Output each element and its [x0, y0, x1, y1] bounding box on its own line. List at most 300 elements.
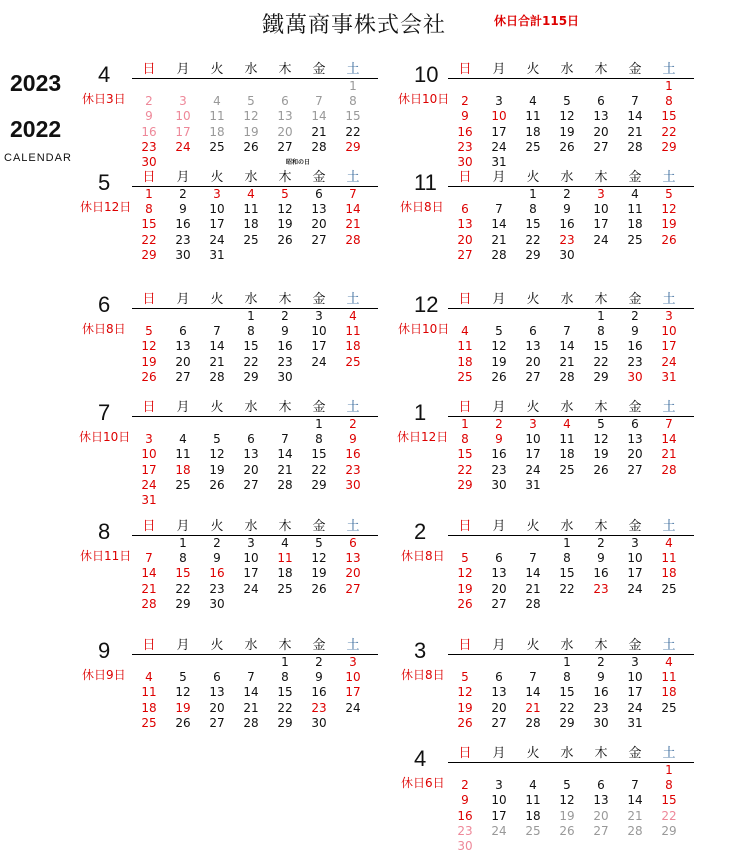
day-cell: 3	[213, 187, 221, 201]
holiday-note: 昭和の日	[286, 159, 311, 166]
day-cell: 4	[563, 417, 571, 431]
day-cell: 27	[345, 581, 361, 596]
day-cell: 26	[593, 462, 609, 477]
day-cell: 20	[175, 354, 191, 369]
weekday-header: 土	[662, 638, 676, 653]
day-cell: 26	[559, 823, 575, 838]
day-cell: 11	[277, 551, 293, 566]
day-cell: 30	[593, 715, 609, 730]
day-cell: 14	[627, 793, 643, 808]
day-cell: 2	[281, 309, 289, 323]
day-cell: 8	[247, 324, 255, 339]
day-cell: 12	[661, 202, 677, 217]
day-cell: 31	[491, 154, 507, 169]
day-cell: 20	[345, 566, 361, 581]
day-cell: 22	[559, 581, 575, 596]
day-cell: 23	[345, 462, 361, 477]
day-cell: 4	[529, 778, 537, 793]
day-cell: 25	[243, 232, 259, 247]
weekday-header: 月	[176, 400, 190, 415]
day-cell: 9	[461, 793, 469, 808]
day-cell: 14	[311, 109, 327, 124]
month-number: 11	[414, 170, 437, 195]
day-cell: 15	[559, 566, 575, 581]
day-cell: 29	[661, 139, 677, 154]
day-cell: 5	[145, 324, 153, 339]
weekday-header: 木	[278, 519, 292, 534]
month-holidays: 休日9日	[82, 668, 126, 682]
day-cell: 28	[311, 139, 327, 154]
day-cell: 6	[213, 670, 221, 685]
day-cell: 27	[209, 715, 225, 730]
day-cell: 19	[141, 354, 157, 369]
day-cell: 3	[349, 655, 357, 669]
weekday-header: 水	[560, 638, 574, 653]
company-title: 鐵萬商事株式会社	[262, 13, 447, 38]
day-cell: 18	[525, 808, 541, 823]
day-cell: 25	[661, 581, 677, 596]
day-cell: 27	[593, 823, 609, 838]
month-block	[398, 519, 728, 639]
day-cell: 16	[627, 339, 643, 354]
day-cell: 21	[311, 124, 327, 139]
day-cell: 5	[597, 417, 605, 431]
day-cell: 25	[175, 477, 191, 492]
day-cell: 7	[281, 432, 289, 447]
day-cell: 28	[141, 596, 157, 611]
day-cell: 26	[661, 232, 677, 247]
day-cell: 13	[593, 793, 609, 808]
day-cell: 15	[141, 217, 157, 232]
weekday-header: 火	[526, 400, 540, 415]
day-cell: 29	[345, 139, 361, 154]
weekday-header: 火	[526, 519, 540, 534]
day-cell: 9	[349, 432, 357, 447]
day-cell: 26	[559, 139, 575, 154]
day-cell: 20	[311, 217, 327, 232]
day-cell: 4	[247, 187, 255, 201]
day-cell: 20	[525, 354, 541, 369]
day-cell: 17	[311, 339, 327, 354]
weekday-header: 日	[458, 746, 472, 761]
day-cell: 14	[627, 109, 643, 124]
day-cell: 28	[627, 823, 643, 838]
day-cell: 13	[243, 447, 259, 462]
weekday-header: 水	[560, 400, 574, 415]
calendar-label: CALENDAR	[4, 152, 72, 164]
weekday-header: 土	[346, 400, 360, 415]
day-cell: 23	[311, 700, 327, 715]
day-cell: 30	[627, 369, 643, 384]
day-cell: 14	[525, 566, 541, 581]
day-cell: 12	[491, 339, 507, 354]
weekday-header: 日	[458, 62, 472, 77]
day-cell: 11	[175, 447, 191, 462]
day-cell: 11	[525, 793, 541, 808]
day-cell: 24	[141, 477, 157, 492]
day-cell: 11	[661, 670, 677, 685]
day-cell: 31	[209, 247, 225, 262]
day-cell: 14	[559, 339, 575, 354]
weekday-header: 土	[662, 170, 676, 185]
day-cell: 23	[175, 232, 191, 247]
day-cell: 23	[627, 354, 643, 369]
day-cell: 16	[593, 566, 609, 581]
day-cell: 29	[559, 715, 575, 730]
day-cell: 13	[277, 109, 293, 124]
month-number: 6	[98, 292, 111, 317]
day-cell: 28	[277, 477, 293, 492]
day-cell: 6	[247, 432, 255, 447]
day-cell: 29	[141, 247, 157, 262]
day-cell: 17	[345, 685, 361, 700]
day-cell: 13	[525, 339, 541, 354]
day-cell: 17	[175, 124, 191, 139]
day-cell: 22	[345, 124, 361, 139]
day-cell: 30	[175, 247, 191, 262]
day-cell: 13	[457, 217, 473, 232]
day-cell: 25	[345, 354, 361, 369]
day-cell: 6	[349, 536, 357, 550]
weekday-header: 水	[244, 62, 258, 77]
day-cell: 13	[627, 432, 643, 447]
day-cell: 8	[529, 202, 537, 217]
day-cell: 17	[627, 566, 643, 581]
day-cell: 10	[243, 551, 259, 566]
day-cell: 26	[491, 369, 507, 384]
day-cell: 3	[495, 778, 503, 793]
weekday-header: 水	[560, 746, 574, 761]
day-cell: 29	[175, 596, 191, 611]
day-cell: 19	[559, 808, 575, 823]
day-cell: 26	[141, 369, 157, 384]
day-cell: 19	[175, 700, 191, 715]
day-cell: 18	[661, 566, 677, 581]
day-cell: 13	[175, 339, 191, 354]
weekday-header: 日	[142, 638, 156, 653]
day-cell: 6	[179, 324, 187, 339]
day-cell: 24	[175, 139, 191, 154]
day-cell: 29	[243, 369, 259, 384]
day-cell: 28	[243, 715, 259, 730]
day-cell: 25	[525, 823, 541, 838]
day-cell: 7	[631, 94, 639, 109]
day-cell: 24	[525, 462, 541, 477]
day-cell: 25	[457, 369, 473, 384]
month-block	[398, 400, 728, 520]
day-cell: 3	[631, 655, 639, 669]
day-cell: 22	[593, 354, 609, 369]
weekday-header: 土	[662, 746, 676, 761]
day-cell: 8	[349, 94, 357, 109]
day-cell: 15	[661, 793, 677, 808]
month-block	[398, 746, 728, 866]
day-cell: 22	[525, 232, 541, 247]
weekday-header: 木	[594, 400, 608, 415]
day-cell: 8	[563, 551, 571, 566]
day-cell: 10	[627, 670, 643, 685]
day-cell: 3	[665, 309, 673, 323]
weekday-header: 土	[662, 519, 676, 534]
day-cell: 13	[311, 202, 327, 217]
day-cell: 2	[563, 187, 571, 201]
weekday-header: 木	[278, 170, 292, 185]
day-cell: 2	[213, 536, 221, 550]
day-cell: 2	[179, 187, 187, 201]
month-block	[82, 292, 412, 412]
weekday-header: 月	[492, 292, 506, 307]
day-cell: 26	[311, 581, 327, 596]
day-cell: 9	[145, 109, 153, 124]
day-cell: 5	[665, 187, 673, 201]
day-cell: 7	[213, 324, 221, 339]
day-cell: 15	[525, 217, 541, 232]
day-cell: 8	[315, 432, 323, 447]
day-cell: 15	[345, 109, 361, 124]
weekday-header: 金	[628, 170, 642, 185]
day-cell: 12	[277, 202, 293, 217]
day-cell: 12	[559, 793, 575, 808]
month-number: 12	[414, 292, 439, 317]
weekday-header: 火	[210, 292, 224, 307]
day-cell: 29	[593, 369, 609, 384]
day-cell: 16	[457, 124, 473, 139]
day-cell: 10	[491, 793, 507, 808]
day-cell: 7	[315, 94, 323, 109]
weekday-header: 日	[142, 519, 156, 534]
year-2022: 2022	[10, 116, 62, 142]
day-cell: 5	[461, 670, 469, 685]
day-cell: 24	[491, 139, 507, 154]
day-cell: 4	[665, 655, 673, 669]
day-cell: 12	[457, 566, 473, 581]
day-cell: 22	[559, 700, 575, 715]
weekday-header: 月	[492, 400, 506, 415]
day-cell: 8	[281, 670, 289, 685]
weekday-header: 木	[594, 638, 608, 653]
day-cell: 7	[495, 202, 503, 217]
day-cell: 27	[491, 715, 507, 730]
day-cell: 27	[243, 477, 259, 492]
day-cell: 6	[281, 94, 289, 109]
day-cell: 5	[247, 94, 255, 109]
day-cell: 27	[175, 369, 191, 384]
day-cell: 23	[593, 700, 609, 715]
day-cell: 2	[631, 309, 639, 323]
day-cell: 10	[141, 447, 157, 462]
day-cell: 7	[247, 670, 255, 685]
day-cell: 23	[277, 354, 293, 369]
day-cell: 9	[597, 670, 605, 685]
day-cell: 6	[495, 670, 503, 685]
day-cell: 24	[243, 581, 259, 596]
weekday-header: 日	[458, 170, 472, 185]
weekday-header: 水	[244, 170, 258, 185]
day-cell: 13	[491, 566, 507, 581]
day-cell: 1	[563, 655, 571, 669]
weekday-header: 火	[526, 746, 540, 761]
day-cell: 12	[243, 109, 259, 124]
day-cell: 16	[311, 685, 327, 700]
weekday-header: 火	[526, 170, 540, 185]
day-cell: 17	[525, 447, 541, 462]
day-cell: 21	[491, 232, 507, 247]
month-number: 4	[98, 62, 111, 87]
day-cell: 16	[457, 808, 473, 823]
day-cell: 22	[277, 700, 293, 715]
day-cell: 18	[559, 447, 575, 462]
day-cell: 21	[345, 217, 361, 232]
month-block	[82, 170, 412, 290]
day-cell: 18	[525, 124, 541, 139]
day-cell: 19	[559, 124, 575, 139]
month-block	[398, 170, 728, 290]
day-cell: 28	[661, 462, 677, 477]
month-block	[398, 62, 728, 182]
weekday-header: 水	[244, 400, 258, 415]
day-cell: 23	[491, 462, 507, 477]
day-cell: 17	[141, 462, 157, 477]
day-cell: 22	[457, 462, 473, 477]
day-cell: 12	[311, 551, 327, 566]
day-cell: 28	[627, 139, 643, 154]
weekday-header: 月	[176, 62, 190, 77]
day-cell: 10	[661, 324, 677, 339]
day-cell: 20	[209, 700, 225, 715]
day-cell: 1	[665, 763, 673, 777]
weekday-header: 月	[176, 638, 190, 653]
weekday-header: 月	[492, 170, 506, 185]
day-cell: 17	[491, 124, 507, 139]
day-cell: 27	[627, 462, 643, 477]
day-cell: 17	[491, 808, 507, 823]
day-cell: 5	[495, 324, 503, 339]
day-cell: 8	[597, 324, 605, 339]
weekday-header: 日	[458, 638, 472, 653]
day-cell: 5	[281, 187, 289, 201]
day-cell: 12	[457, 685, 473, 700]
weekday-header: 木	[594, 62, 608, 77]
day-cell: 21	[277, 462, 293, 477]
day-cell: 14	[491, 217, 507, 232]
day-cell: 20	[243, 462, 259, 477]
day-cell: 2	[145, 94, 153, 109]
day-cell: 12	[559, 109, 575, 124]
weekday-header: 月	[492, 746, 506, 761]
weekday-header: 水	[244, 638, 258, 653]
day-cell: 20	[593, 808, 609, 823]
day-cell: 30	[457, 838, 473, 853]
day-cell: 6	[597, 778, 605, 793]
day-cell: 27	[311, 232, 327, 247]
weekday-header: 木	[278, 292, 292, 307]
day-cell: 14	[661, 432, 677, 447]
day-cell: 3	[247, 536, 255, 550]
weekday-header: 日	[142, 400, 156, 415]
day-cell: 22	[311, 462, 327, 477]
weekday-header: 金	[312, 170, 326, 185]
day-cell: 18	[277, 566, 293, 581]
day-cell: 11	[345, 324, 361, 339]
day-cell: 16	[559, 217, 575, 232]
day-cell: 3	[631, 536, 639, 550]
month-number: 8	[98, 519, 111, 544]
weekday-header: 土	[346, 519, 360, 534]
day-cell: 20	[457, 232, 473, 247]
day-cell: 13	[209, 685, 225, 700]
day-cell: 7	[529, 551, 537, 566]
day-cell: 12	[593, 432, 609, 447]
day-cell: 1	[597, 309, 605, 323]
day-cell: 17	[593, 217, 609, 232]
day-cell: 15	[243, 339, 259, 354]
day-cell: 11	[457, 339, 473, 354]
day-cell: 1	[665, 79, 673, 93]
day-cell: 14	[209, 339, 225, 354]
weekday-header: 火	[210, 400, 224, 415]
weekday-header: 水	[560, 62, 574, 77]
day-cell: 25	[525, 139, 541, 154]
weekday-header: 火	[210, 519, 224, 534]
day-cell: 25	[627, 232, 643, 247]
day-cell: 14	[141, 566, 157, 581]
day-cell: 1	[349, 79, 357, 93]
day-cell: 23	[593, 581, 609, 596]
day-cell: 28	[345, 232, 361, 247]
day-cell: 9	[315, 670, 323, 685]
weekday-header: 火	[210, 62, 224, 77]
day-cell: 27	[525, 369, 541, 384]
month-number: 3	[414, 638, 427, 663]
day-cell: 6	[315, 187, 323, 201]
weekday-header: 月	[492, 519, 506, 534]
day-cell: 13	[491, 685, 507, 700]
weekday-header: 火	[210, 638, 224, 653]
day-cell: 4	[631, 187, 639, 201]
day-cell: 26	[209, 477, 225, 492]
day-cell: 19	[209, 462, 225, 477]
day-cell: 5	[563, 778, 571, 793]
day-cell: 8	[563, 670, 571, 685]
day-cell: 29	[457, 477, 473, 492]
day-cell: 5	[179, 670, 187, 685]
day-cell: 7	[631, 778, 639, 793]
day-cell: 23	[141, 139, 157, 154]
day-cell: 31	[661, 369, 677, 384]
day-cell: 1	[315, 417, 323, 431]
day-cell: 28	[491, 247, 507, 262]
day-cell: 10	[345, 670, 361, 685]
day-cell: 1	[247, 309, 255, 323]
day-cell: 15	[175, 566, 191, 581]
day-cell: 19	[593, 447, 609, 462]
day-cell: 10	[175, 109, 191, 124]
day-cell: 6	[495, 551, 503, 566]
day-cell: 14	[277, 447, 293, 462]
day-cell: 3	[179, 94, 187, 109]
day-cell: 26	[277, 232, 293, 247]
month-block	[398, 292, 728, 412]
day-cell: 3	[315, 309, 323, 323]
month-holidays: 休日6日	[401, 776, 445, 790]
day-cell: 26	[243, 139, 259, 154]
day-cell: 19	[661, 217, 677, 232]
weekday-header: 土	[662, 62, 676, 77]
weekday-header: 水	[560, 170, 574, 185]
month-holidays: 休日12日	[80, 200, 132, 214]
weekday-header: 金	[312, 62, 326, 77]
day-cell: 25	[277, 581, 293, 596]
